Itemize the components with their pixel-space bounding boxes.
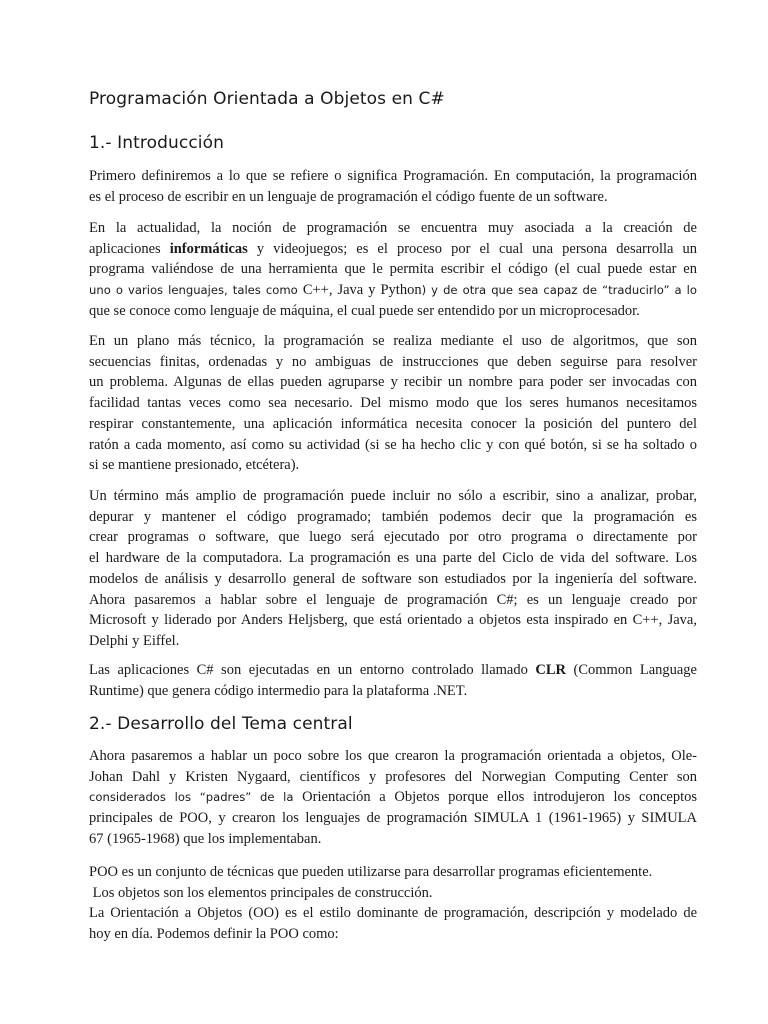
- paragraph-definicion-programacion: [89, 166, 697, 207]
- text-line: 67 (1965-1968) que los implementaban.: [89, 830, 322, 847]
- document-title: Programación Orientada a Objetos en C#: [89, 89, 445, 109]
- bold-term-clr: CLR: [535, 662, 566, 678]
- text-line: Los objetos son los elementos principales de construcción.: [89, 884, 433, 901]
- text-line: facilidad tantas veces como sea necesario. Del mismo modo que los seres humanos necesitamos: [89, 395, 697, 412]
- text-line: principales de POO, y crearon los lenguajes de programación SIMULA 1 (1961-1965) y SIMULA: [89, 810, 697, 827]
- text-line: Primero definiremos a lo que se refiere o significa Programación. En computación, la programación: [89, 168, 697, 184]
- section-heading-introduccion: 1.- Introducción: [89, 133, 224, 153]
- text-line: [89, 239, 697, 260]
- text-line: modelos de análisis y desarrollo general de software son estudiados por la ingeniería del software.: [89, 570, 697, 587]
- section-heading-desarrollo: 2.- Desarrollo del Tema central: [89, 714, 353, 734]
- text-line: [89, 660, 697, 681]
- text-line: crear programas o software, que luego será ejecutado por otro programa o directamente por: [89, 529, 697, 546]
- text-run: Orientación a Objetos porque ellos introdujeron los conceptos: [293, 789, 698, 806]
- text-line: Runtime) que genera código intermedio para la plataforma .NET.: [89, 682, 468, 699]
- text-line: Microsoft y liderado por Anders Heljsberg, que está orientado a objetos esta inspirado en C++, Java,: [89, 612, 697, 629]
- text-line: Delphi y Eiffel.: [89, 632, 180, 649]
- text-line: si se mantiene presionado, etcétera).: [89, 457, 300, 474]
- text-line: [89, 280, 697, 301]
- text-line: hoy en día. Podemos definir la POO como:: [89, 926, 339, 943]
- text-line: programa valiéndose de una herramienta que le permita escribir el código (el cual puede estar en: [89, 261, 697, 278]
- text-line: Johan Dahl y Kristen Nygaard, científicos y profesores del Norwegian Computing Center son: [89, 768, 697, 785]
- text-line: ratón a cada momento, así como su actividad (si se ha hecho clic y con qué botón, si se ha soltado o: [89, 436, 697, 453]
- text-line: es el proceso de escribir en un lenguaje de programación el código fuente de un software.: [89, 188, 608, 205]
- paragraph-termino-amplio: [89, 486, 697, 652]
- text-line: un problema. Algunas de ellas pueden agruparse y recibir un nombre para poder ser invocadas con: [89, 374, 697, 391]
- text-run: C++, Java y Python: [302, 282, 422, 299]
- paragraph-actualidad: [89, 218, 697, 322]
- text-line: En un plano más técnico, la programación se realiza mediante el uso de algoritmos, que son: [89, 333, 697, 349]
- text-run: (Common Language: [566, 662, 697, 678]
- text-run: uno o varios lenguajes, tales como: [89, 283, 303, 298]
- text-line: Un término más amplio de programación puede incluir no sólo a escribir, sino a analizar, probar,: [89, 488, 697, 504]
- text-line: depurar y mantener el código programado; también podemos decir que la programación es: [89, 508, 697, 525]
- text-line: Ahora pasaremos a hablar un poco sobre los que crearon la programación orientada a objetos, Ole-: [89, 748, 697, 764]
- text-run: ) y de otra que sea capaz de “traducirlo” a lo: [421, 283, 698, 298]
- bold-term-informaticas: informáticas: [169, 240, 248, 257]
- text-run: Las aplicaciones C# son ejecutadas en un entorno controlado llamado: [89, 662, 536, 678]
- text-run: aplicaciones: [89, 240, 170, 257]
- text-line: respirar constantemente, una aplicación informática necesita conocer la posición del puntero del: [89, 415, 697, 432]
- text-line: el hardware de la computadora. La programación es una parte del Ciclo de vida del software. Los: [89, 550, 697, 567]
- text-line: [89, 787, 697, 808]
- paragraph-creadores-poo: [89, 746, 697, 850]
- text-line: La Orientación a Objetos (OO) es el estilo dominante de programación, descripción y modelado de: [89, 905, 697, 922]
- paragraph-clr: [89, 660, 697, 701]
- text-run: considerados los “padres” de la: [89, 790, 294, 805]
- text-line: En la actualidad, la noción de programación se encuentra muy asociada a la creación de: [89, 220, 697, 236]
- text-line: secuencias finitas, ordenadas y no ambiguas de instrucciones que deben seguirse para resolver: [89, 353, 697, 370]
- text-run: y videojuegos; es el proceso por el cual una persona desarrolla un: [247, 240, 697, 257]
- paragraph-plano-tecnico: [89, 331, 697, 476]
- text-line: Ahora pasaremos a hablar sobre el lenguaje de programación C#; es un lenguaje creado por: [89, 591, 697, 608]
- paragraph-definicion-poo: [89, 862, 697, 945]
- text-line: POO es un conjunto de técnicas que pueden utilizarse para desarrollar programas eficientemente.: [89, 864, 653, 880]
- text-line: que se conoce como lenguaje de máquina, el cual puede ser entendido por un microprocesador.: [89, 302, 640, 319]
